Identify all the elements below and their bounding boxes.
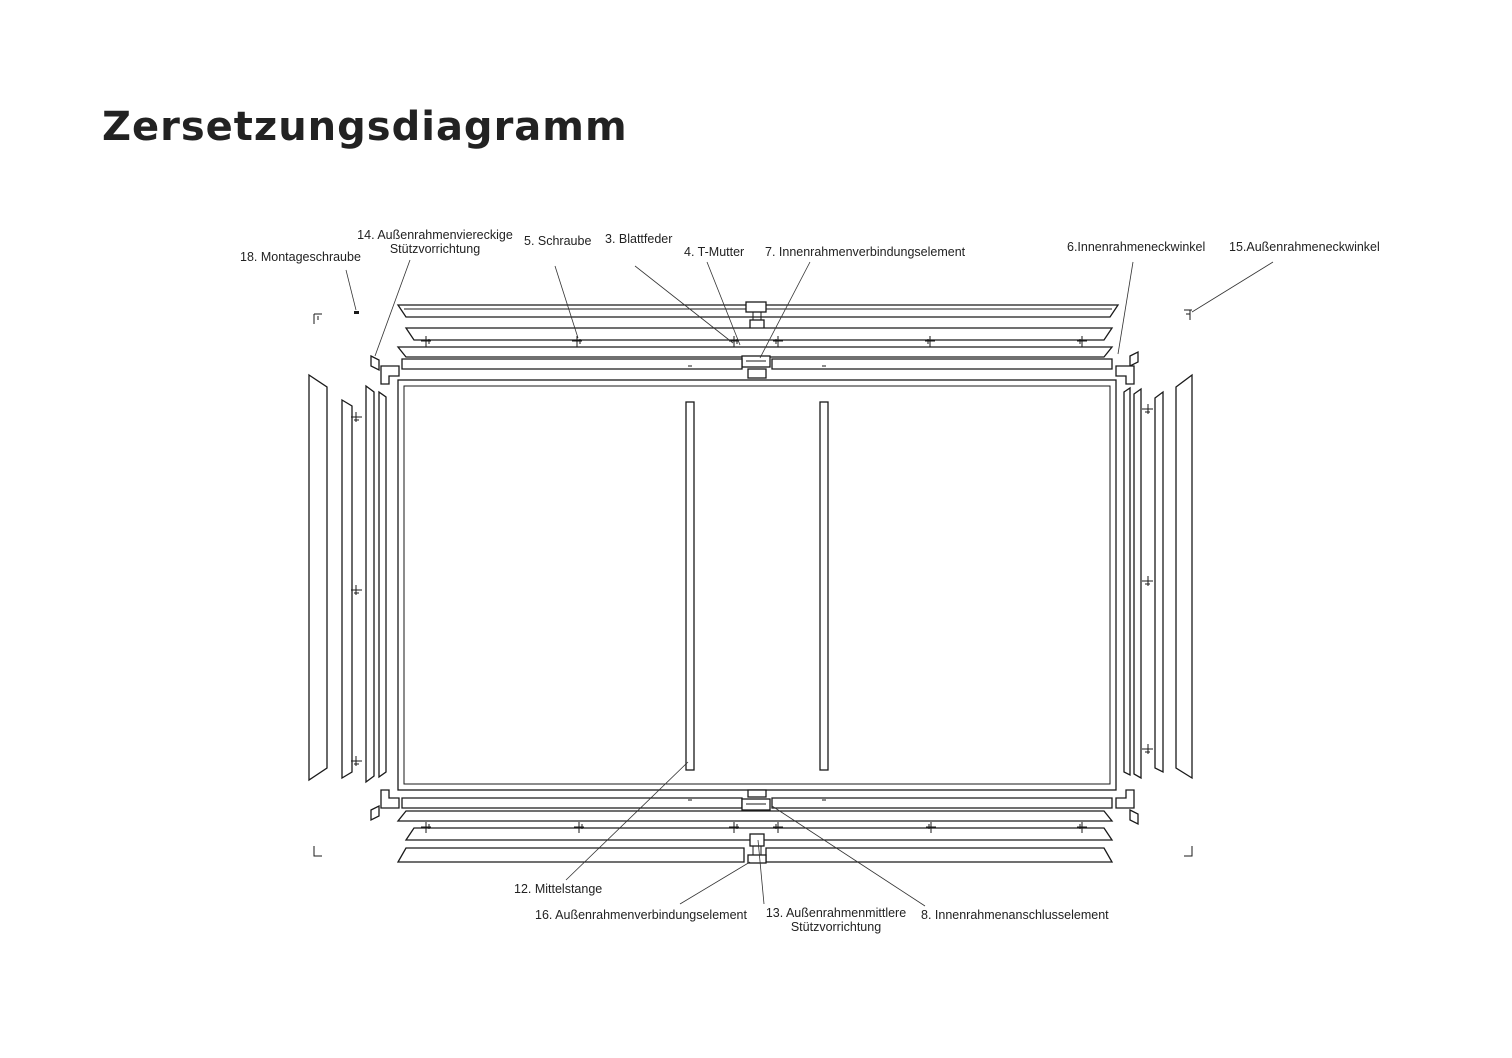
top-inner-connector — [742, 356, 770, 378]
label-innenrahmenanschlusselement: 8. Innenrahmenanschlusselement — [921, 908, 1109, 922]
bottom-inner-connector — [742, 790, 770, 810]
label-schraube: 5. Schraube — [524, 234, 592, 248]
label-aussenrahmenmittlere-line1: 13. Außenrahmenmittlere — [765, 906, 907, 920]
top-middle-rail — [398, 328, 1112, 357]
right-screws — [1142, 404, 1153, 754]
label-aussenrahmeneckwinkel: 15.Außenrahmeneckwinkel — [1229, 240, 1380, 254]
label-aussenrahmenviereckige-line1: 14. Außenrahmenviereckige — [357, 228, 513, 242]
label-innenrahmeneckwinkel: 6.Innenrahmeneckwinkel — [1067, 240, 1206, 254]
bottom-outer-connector — [748, 834, 766, 863]
right-side-rails — [1124, 375, 1192, 778]
label-aussenrahmenviereckige-line2: Stützvorrichtung — [389, 242, 481, 256]
page-title: Zersetzungsdiagramm — [102, 104, 628, 150]
label-t-mutter: 4. T-Mutter — [684, 245, 745, 259]
label-aussenrahmenverbindungselement: 16. Außenrahmenverbindungselement — [535, 908, 747, 922]
label-innenrahmenverbindungselement: 7. Innenrahmenverbindungselement — [765, 245, 966, 259]
label-mittelstange: 12. Mittelstange — [514, 882, 603, 896]
label-aussenrahmenmittlere-line2: Stützvorrichtung — [790, 920, 882, 934]
main-frame — [398, 380, 1116, 790]
label-montageschraube: 18. Montageschraube — [240, 250, 361, 264]
left-side-rails — [309, 375, 386, 782]
label-blattfeder: 3. Blattfeder — [605, 232, 673, 246]
